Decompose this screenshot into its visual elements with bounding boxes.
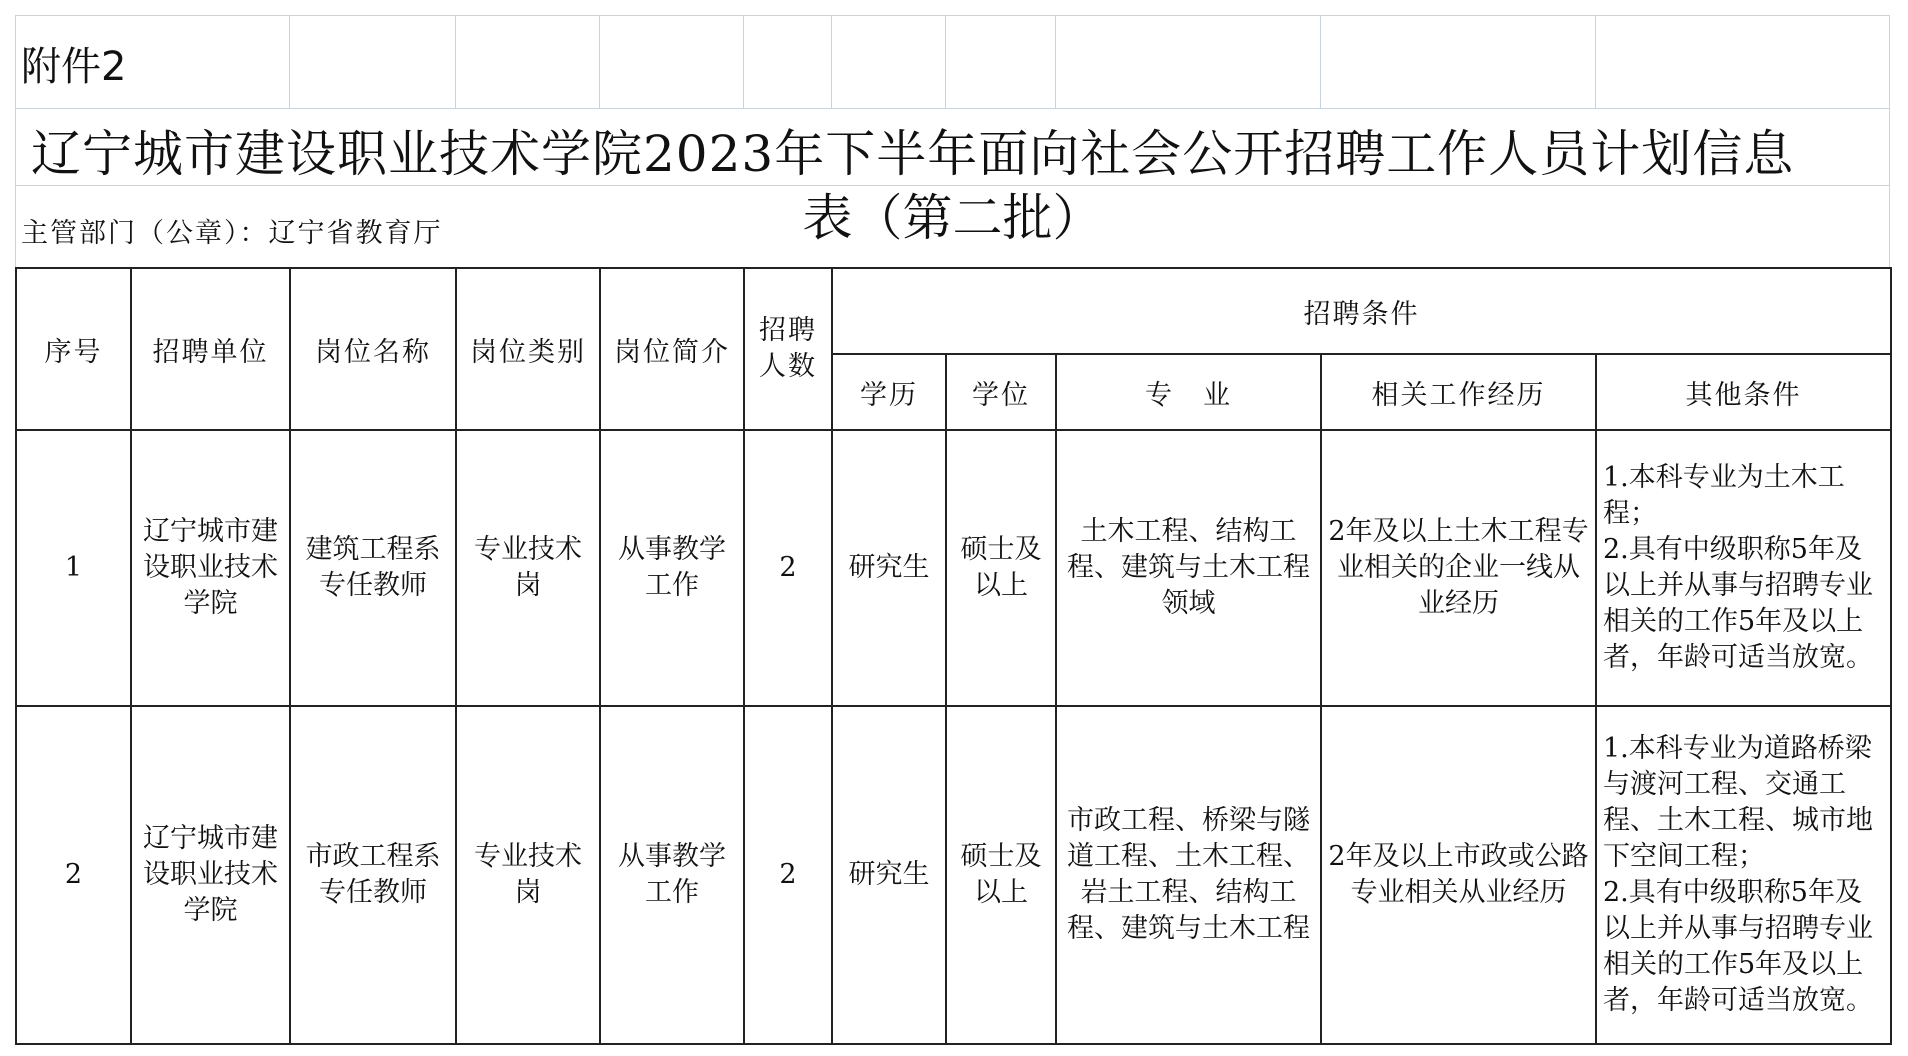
- document-title: 辽宁城市建设职业技术学院2023年下半年面向社会公开招聘工作人员计划信息: [31, 125, 1795, 183]
- header-degree: 学位: [946, 354, 1056, 430]
- cell-post-brief: 从事教学工作: [600, 430, 744, 706]
- grid-col-line: [1055, 15, 1056, 108]
- header-unit: 招聘单位: [131, 268, 290, 430]
- cell-other: 1.本科专业为道路桥梁与渡河工程、交通工程、土木工程、城市地下空间工程； 2.具有中级职称5年及以上并从事与招聘专业相关的工作5年及以上者，年龄可适当放宽。: [1596, 706, 1891, 1044]
- grid-col-line: [945, 15, 946, 108]
- department-label: 主管部门（公章）：辽宁省教育厅: [21, 218, 443, 249]
- grid-row-line: [15, 15, 1890, 16]
- grid-col-line: [1320, 15, 1321, 108]
- cell-post-type: 专业技术岗: [456, 706, 600, 1044]
- cell-post-type: 专业技术岗: [456, 430, 600, 706]
- header-count: 招聘人数: [744, 268, 832, 430]
- header-major: 专 业: [1056, 354, 1321, 430]
- attachment-label: 附件2: [21, 44, 127, 90]
- header-other: 其他条件: [1596, 354, 1891, 430]
- grid-col-line: [831, 15, 832, 108]
- cell-education: 研究生: [832, 430, 946, 706]
- header-conditions: 招聘条件: [832, 268, 1891, 354]
- cell-count: 2: [744, 706, 832, 1044]
- recruitment-table: [15, 267, 1892, 1045]
- header-post-type: 岗位类别: [456, 268, 600, 430]
- cell-seq: 1: [16, 430, 131, 706]
- cell-unit: 辽宁城市建设职业技术学院: [131, 430, 290, 706]
- cell-major: 市政工程、桥梁与隧道工程、土木工程、岩土工程、结构工程、建筑与土木工程: [1056, 706, 1321, 1044]
- cell-seq: 2: [16, 706, 131, 1044]
- cell-experience: 2年及以上市政或公路专业相关从业经历: [1321, 706, 1596, 1044]
- cell-experience: 2年及以上土木工程专业相关的企业一线从业经历: [1321, 430, 1596, 706]
- cell-other: 1.本科专业为土木工程； 2.具有中级职称5年及以上并从事与招聘专业相关的工作5年及以上者，年龄可适当放宽。: [1596, 430, 1891, 706]
- cell-post-brief: 从事教学工作: [600, 706, 744, 1044]
- cell-unit: 辽宁城市建设职业技术学院: [131, 706, 290, 1044]
- cell-post-name: 市政工程系专任教师: [290, 706, 456, 1044]
- grid-col-line: [743, 15, 744, 108]
- cell-major: 土木工程、结构工程、建筑与土木工程领域: [1056, 430, 1321, 706]
- cell-count: 2: [744, 430, 832, 706]
- grid-col-line: [455, 15, 456, 108]
- header-post-brief: 岗位简介: [600, 268, 744, 430]
- cell-degree: 硕士及以上: [946, 706, 1056, 1044]
- cell-degree: 硕士及以上: [946, 430, 1056, 706]
- header-seq: 序号: [16, 268, 131, 430]
- cell-post-name: 建筑工程系专任教师: [290, 430, 456, 706]
- spreadsheet-sheet: [15, 15, 1890, 1042]
- grid-col-line: [289, 15, 290, 108]
- table-row: [16, 706, 1891, 1044]
- header-experience: 相关工作经历: [1321, 354, 1596, 430]
- header-post-name: 岗位名称: [290, 268, 456, 430]
- cell-education: 研究生: [832, 706, 946, 1044]
- document-title-line2: 表（第二批）: [802, 189, 1103, 247]
- grid-col-line: [1595, 15, 1596, 108]
- header-education: 学历: [832, 354, 946, 430]
- header-row: [16, 268, 1891, 354]
- grid-col-line: [599, 15, 600, 108]
- table-row: [16, 430, 1891, 706]
